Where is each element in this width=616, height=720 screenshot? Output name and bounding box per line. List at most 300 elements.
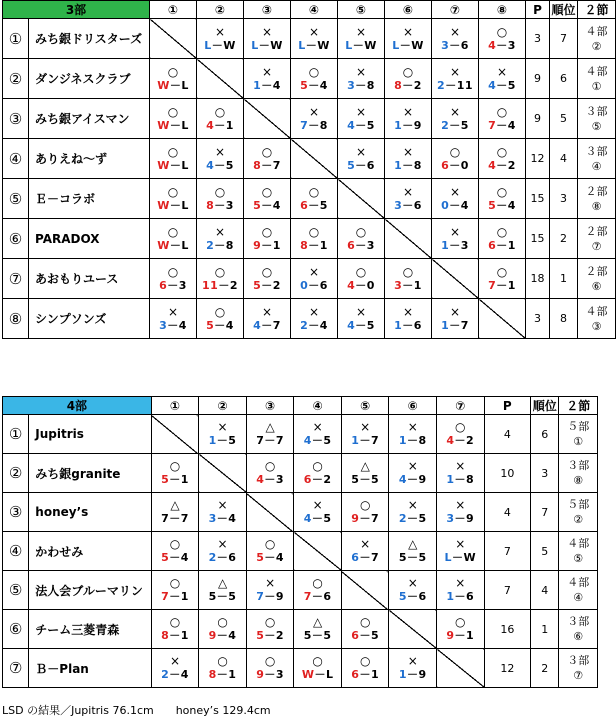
match-result-cell [199,571,247,610]
score-opponent: 5 [228,590,237,603]
match-result-cell [385,139,432,179]
table-row [3,179,616,219]
self-match-cell [294,532,342,571]
score-opponent: 4 [272,198,281,212]
match-result-cell [479,179,526,219]
match-score [385,199,431,213]
score-dash: － [169,118,182,132]
match-score [342,668,389,682]
match-result-cell [199,493,247,532]
score-own: 6 [159,278,168,292]
match-score [479,159,525,173]
score-dash: － [169,512,181,525]
score-own: 1 [441,238,450,252]
score-opponent: 7 [272,318,281,332]
score-dash: － [352,38,365,52]
result-symbol: × [169,654,181,668]
result-symbol: × [360,420,371,434]
match-result-cell [197,299,244,339]
score-opponent: 5 [323,512,332,525]
score-opponent: 2 [272,278,281,292]
match-result-cell [150,259,197,299]
result-symbol: ○ [355,264,367,279]
score-opponent: 5 [319,198,328,212]
match-score [152,590,199,604]
score-dash: － [308,318,320,332]
score-own: 5 [398,551,407,564]
col-header: ① [151,397,199,415]
second-section-division: ４部 [585,64,608,78]
match-result-cell [479,139,526,179]
match-score [247,434,294,448]
match-score [432,159,478,173]
score-own: 6 [300,198,309,212]
second-section-seed: ② [591,39,602,53]
score-opponent: 4 [180,551,189,564]
rank-value: 1 [531,610,559,649]
score-own: 6 [351,668,360,681]
result-symbol: ○ [264,459,276,473]
score-opponent: 4 [319,318,328,332]
match-result-cell [338,19,385,59]
score-own: 4 [446,434,455,447]
score-own: 5 [300,78,309,92]
result-symbol: ○ [455,420,466,434]
match-score [389,434,436,448]
match-score [291,119,337,133]
result-symbol: ○ [496,104,508,119]
match-result-cell [432,179,479,219]
match-result-cell [437,415,485,454]
score-opponent: W [463,551,477,564]
score-own: 6 [441,158,450,172]
score-dash: － [449,158,461,172]
score-dash: － [402,278,414,292]
result-symbol: ○ [214,264,226,279]
score-dash: － [406,551,419,564]
score-opponent: 1 [180,473,189,486]
score-dash: － [214,318,226,332]
score-dash: － [169,198,182,212]
rank-header: 順位 [550,1,578,19]
score-own: 8 [206,198,215,212]
match-score [432,199,478,213]
score-dash: － [308,278,320,292]
score-own: 9 [208,629,217,642]
second-section-value [578,139,616,179]
match-result-cell [294,649,342,688]
division-3-standings-table [2,0,616,339]
score-own: 6 [351,629,360,642]
second-section-division: ２部 [585,264,608,278]
score-own: 7 [300,118,309,132]
rank-value: 5 [550,99,578,139]
score-opponent: 6 [413,318,422,332]
result-symbol: △ [265,420,275,434]
second-section-value [559,610,598,649]
score-opponent: W [364,38,377,52]
match-result-cell [246,610,294,649]
score-opponent: 7 [460,318,469,332]
result-symbol: ○ [167,64,179,79]
score-own: 1 [441,318,450,332]
result-symbol: ○ [496,24,508,39]
result-symbol: ○ [359,498,371,512]
score-dash: － [169,590,181,603]
score-dash: － [216,629,229,642]
result-symbol: × [360,537,371,551]
result-symbol: ○ [167,224,179,239]
result-symbol: ○ [169,537,181,551]
points-value: 4 [484,493,531,532]
result-symbol: × [449,64,461,79]
result-symbol: △ [170,498,180,512]
score-dash: － [451,551,464,564]
score-opponent: 9 [413,118,422,132]
score-own: 1 [394,158,403,172]
score-dash: － [402,78,414,92]
match-score [479,239,525,253]
rank-value: 3 [550,179,578,219]
result-symbol: ○ [264,537,276,551]
match-score [199,434,246,448]
score-dash: － [496,198,508,212]
score-own: 7 [488,118,497,132]
score-own: 8 [208,668,217,681]
result-symbol: ○ [261,144,273,159]
score-opponent: 1 [319,238,328,252]
score-opponent: 6 [228,551,237,564]
match-result-cell [244,179,291,219]
result-symbol: ○ [308,224,320,239]
points-value: 4 [484,415,531,454]
match-score [389,668,436,682]
col-header: ⑥ [385,1,432,19]
score-own: 4 [206,158,215,172]
score-opponent: 5 [370,629,380,642]
second-section-value [559,532,598,571]
match-score [437,434,484,448]
match-score [199,629,246,643]
result-symbol: × [455,459,466,473]
second-section-value [559,493,598,532]
second-section-value [559,415,598,454]
score-dash: － [216,668,229,681]
score-opponent: 1 [507,238,516,252]
match-result-cell [479,259,526,299]
match-score [197,319,243,333]
score-dash: － [496,158,508,172]
match-score [389,473,436,487]
match-result-cell [291,259,338,299]
score-dash: － [454,473,467,486]
score-dash: － [311,512,324,525]
division-title: 4部 [3,397,152,415]
result-symbol: ○ [312,576,323,590]
second-section-seed: ⑧ [591,199,602,213]
score-own: 3 [446,512,455,525]
table-row [3,219,616,259]
score-dash: － [359,473,371,486]
score-dash: － [264,473,276,486]
rank-value: 4 [550,139,578,179]
score-own: 1 [253,78,262,92]
match-score [338,119,384,133]
result-symbol: × [407,576,418,590]
second-section-seed: ⑦ [591,239,602,253]
score-dash: － [214,158,226,172]
match-result-cell [150,59,197,99]
match-score [150,319,196,333]
rank-value: 7 [550,19,578,59]
score-own: 7 [161,590,170,603]
score-own: 3 [347,78,356,92]
team-number: ⑤ [3,179,29,219]
result-symbol: × [308,304,320,319]
result-symbol: ○ [496,184,508,199]
match-score [199,668,246,682]
result-symbol: ○ [214,184,226,199]
table-row [3,571,598,610]
result-symbol: × [449,24,461,39]
match-result-cell [432,139,479,179]
second-section-division: ２部 [585,184,608,198]
table-row [3,493,598,532]
score-dash: － [211,38,224,52]
score-own: 1 [398,434,407,447]
result-symbol: × [449,184,461,199]
match-score [437,629,484,643]
second-section-division: ４部 [567,576,590,589]
result-symbol: × [355,144,367,159]
self-match-cell [244,99,291,139]
match-score [199,512,246,526]
self-match-cell [291,139,338,179]
score-opponent: 6 [319,278,328,292]
second-section-division: ３部 [585,104,608,118]
table-row [3,259,616,299]
match-result-cell [199,610,247,649]
match-score [342,434,389,448]
score-opponent: 3 [366,238,375,252]
result-symbol: ○ [169,459,181,473]
result-symbol: × [308,264,320,279]
match-score [385,79,431,93]
result-symbol: ○ [496,224,508,239]
score-opponent: 9 [275,590,284,603]
score-opponent: 7 [370,551,380,564]
result-symbol: × [402,304,414,319]
score-dash: － [264,551,276,564]
score-own: 5 [256,551,265,564]
match-result-cell [151,610,199,649]
match-result-cell [338,219,385,259]
result-symbol: × [355,304,367,319]
match-result-cell [197,19,244,59]
match-result-cell [291,219,338,259]
score-own: 5 [206,318,215,332]
score-own: 2 [300,318,309,332]
col-header: ⑤ [338,1,385,19]
result-symbol: △ [408,537,418,551]
second-section-value [559,571,598,610]
score-dash: － [261,238,273,252]
result-symbol: × [261,304,273,319]
score-opponent: 1 [413,278,422,292]
result-symbol: ○ [359,615,371,629]
score-own: 4 [206,118,215,132]
score-own: 4 [488,78,497,92]
second-section-division: ３部 [567,654,590,667]
second-section-seed: ⑦ [573,669,584,682]
score-own: 3 [208,512,217,525]
match-score [385,319,431,333]
score-opponent: 9 [418,473,427,486]
score-own: L [392,38,400,52]
score-opponent: L [181,78,189,92]
match-score [244,279,290,293]
score-opponent: 4 [272,78,281,92]
score-opponent: 3 [225,198,234,212]
score-dash: － [355,158,367,172]
match-result-cell [291,99,338,139]
match-score [244,159,290,173]
score-opponent: W [411,38,424,52]
score-opponent: 4 [228,512,237,525]
score-own: L [298,38,306,52]
score-opponent: 8 [466,473,475,486]
score-opponent: 2 [275,629,284,642]
rank-header: 順位 [531,397,559,415]
match-score [291,279,337,293]
score-opponent: 8 [366,78,375,92]
match-score [389,551,436,565]
second-section-value [578,299,616,339]
score-opponent: 8 [225,238,234,252]
result-symbol: ○ [261,264,273,279]
score-own: 0 [441,198,450,212]
rank-value: 2 [531,649,559,688]
match-score [294,590,341,604]
result-symbol: × [455,537,466,551]
score-dash: － [264,590,276,603]
score-opponent: 5 [460,118,469,132]
match-result-cell [197,219,244,259]
result-symbol: × [214,224,226,239]
match-result-cell [385,19,432,59]
score-own: 8 [161,629,170,642]
team-name: Ｅ－コラボ [29,179,150,219]
match-score [342,512,389,526]
second-section-division: ３部 [585,144,608,158]
match-score [342,629,389,643]
second-section-division: ２部 [585,224,608,238]
rank-value: 4 [531,571,559,610]
match-result-cell [437,571,485,610]
score-own: 1 [446,590,455,603]
score-opponent: 5 [228,434,237,447]
team-name: PARADOX [29,219,150,259]
score-own: L [204,38,212,52]
result-symbol: ○ [214,304,226,319]
score-dash: － [214,238,226,252]
score-dash: － [402,198,414,212]
match-score [338,319,384,333]
score-own: 9 [256,668,265,681]
match-score [432,119,478,133]
score-dash: － [406,434,419,447]
match-result-cell [246,571,294,610]
self-match-cell [338,179,385,219]
second-section-seed: ⑥ [591,279,602,293]
score-dash: － [402,318,414,332]
match-score [244,199,290,213]
result-symbol: × [407,459,418,473]
self-match-cell [197,59,244,99]
team-name: みち銀granite [29,454,151,493]
match-score [291,199,337,213]
match-result-cell [341,532,389,571]
score-own: 4 [303,512,312,525]
score-opponent: 7 [275,434,284,447]
result-symbol: ○ [261,184,273,199]
score-dash: － [167,278,179,292]
table-row [3,59,616,99]
match-score [294,434,341,448]
score-dash: － [359,668,371,681]
match-result-cell [150,99,197,139]
score-opponent: 6 [323,590,332,603]
match-result-cell [150,139,197,179]
score-dash: － [218,278,230,292]
score-opponent: L [325,668,334,681]
result-symbol: × [214,24,226,39]
match-score [479,119,525,133]
result-symbol: ○ [167,184,179,199]
team-name: Ｂ－Plan [29,649,151,688]
match-result-cell [150,299,197,339]
score-opponent: 1 [507,278,516,292]
team-name: ダンジネスクラブ [29,59,150,99]
self-match-cell [151,415,199,454]
score-own: 2 [437,78,446,92]
result-symbol: ○ [261,224,273,239]
points-value: 3 [526,19,550,59]
score-own: 1 [394,118,403,132]
match-result-cell [150,179,197,219]
match-result-cell [437,610,485,649]
points-value: 18 [526,259,550,299]
score-opponent: 2 [413,78,422,92]
score-dash: － [496,38,508,52]
score-own: 9 [253,238,262,252]
score-opponent: 1 [180,590,189,603]
score-own: 4 [488,38,497,52]
team-number: ② [3,454,29,493]
second-section-seed: ⑤ [573,552,584,565]
result-symbol: × [407,498,418,512]
result-symbol: × [217,498,228,512]
match-score [152,512,199,526]
second-section-value [578,219,616,259]
result-symbol: ○ [308,184,320,199]
score-dash: － [496,278,508,292]
score-opponent: 1 [466,629,475,642]
score-opponent: 11 [456,78,473,92]
score-opponent: 4 [507,198,516,212]
result-symbol: ○ [359,654,371,668]
col-header: ⑤ [341,397,389,415]
